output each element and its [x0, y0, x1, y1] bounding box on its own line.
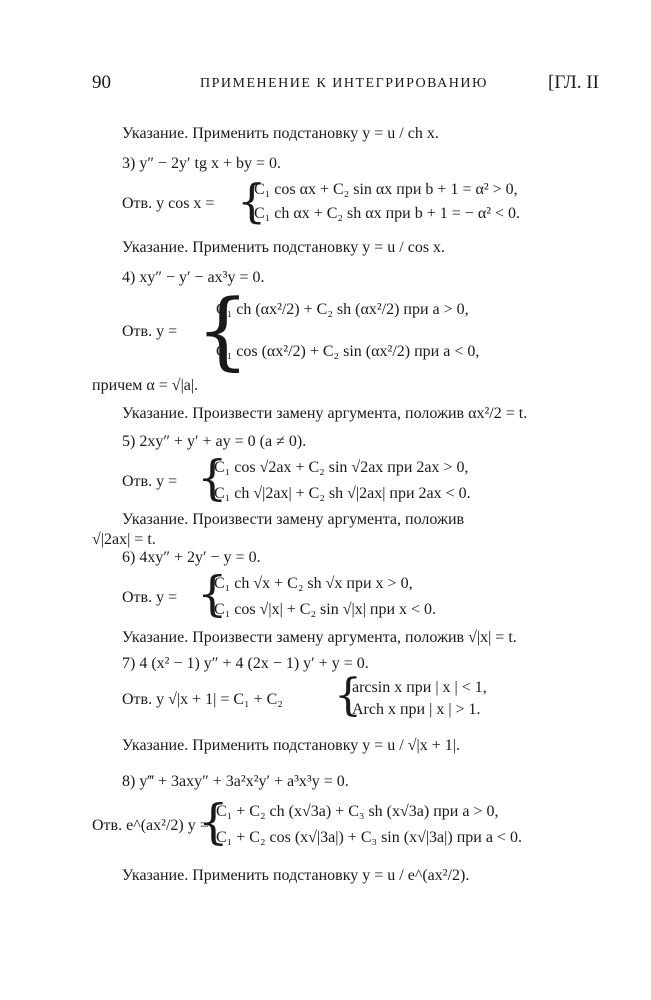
answer-6-label: Отв. y = [122, 589, 178, 606]
answer-3-case-1: C₁ cos αx + C₂ sin αx при b + 1 = α² > 0, [254, 181, 518, 198]
answer-3-label: Отв. y cos x = [122, 195, 215, 212]
chapter-label: [ГЛ. II [548, 72, 599, 93]
hint-line-3: Указание. Применить подстановку y = u / cos x. [122, 239, 446, 256]
answer-7-label: Отв. y √|x + 1| = C₁ + C₂ [122, 691, 283, 708]
answer-5-case-1: C₁ cos √2ax + C₂ sin √2ax при 2ax > 0, [214, 459, 469, 476]
equation-4: 4) xy″ − y′ − ax³y = 0. [122, 269, 265, 286]
condition-line: причем α = √|a|. [92, 377, 199, 394]
equation-7: 7) 4 (x² − 1) y″ + 4 (2x − 1) y′ + y = 0. [122, 655, 369, 672]
answer-5-label: Отв. y = [122, 473, 178, 490]
hint-line-6: Указание. Произвести замену аргумента, положив √|x| = t. [122, 629, 517, 646]
answer-8-case-1: C₁ + C₂ ch (x√3a) + C₃ sh (x√3a) при a > 0, [216, 803, 499, 820]
equation-6: 6) 4xy″ + 2y′ − y = 0. [122, 549, 261, 566]
answer-4-case-2: C₁ cos (αx²/2) + C₂ sin (αx²/2) при a < 0, [216, 343, 480, 360]
hint-line-5a: Указание. Произвести замену аргумента, положив [122, 511, 465, 528]
answer-8-label: Отв. e^(ax²/2) y = [92, 817, 209, 834]
hint-line-4: Указание. Произвести замену аргумента, положив αx²/2 = t. [122, 405, 528, 422]
hint-line-1: Указание. Применить подстановку y = u / ch x. [122, 125, 439, 142]
equation-5: 5) 2xy″ + y′ + ay = 0 (a ≠ 0). [122, 433, 307, 450]
page-number: 90 [92, 72, 111, 93]
answer-4-case-1: C₁ ch (αx²/2) + C₂ sh (αx²/2) при a > 0, [216, 301, 469, 318]
answer-6-case-2: C₁ cos √|x| + C₂ sin √|x| при x < 0. [214, 601, 437, 618]
answer-6-case-1: C₁ ch √x + C₂ sh √x при x > 0, [214, 575, 413, 592]
answer-7-case-2: Arch x при | x | > 1. [352, 701, 481, 718]
equation-3: 3) y″ − 2y′ tg x + by = 0. [122, 155, 282, 172]
hint-line-5b: √|2ax| = t. [92, 531, 156, 548]
hint-line-8: Указание. Применить подстановку y = u / e^(ax²/2). [122, 867, 470, 884]
brace-3: { [237, 174, 267, 228]
answer-7-case-1: arcsin x при | x | < 1, [352, 679, 487, 696]
running-title: ПРИМЕНЕНИЕ К ИНТЕГРИРОВАНИЮ [200, 76, 488, 91]
hint-line-7: Указание. Применить подстановку y = u / √|x + 1|. [122, 737, 460, 754]
answer-4-label: Отв. y = [122, 323, 178, 340]
answer-5-case-2: C₁ ch √|2ax| + C₂ sh √|2ax| при 2ax < 0. [214, 485, 471, 502]
equation-8: 8) y‴ + 3axy″ + 3a²x²y′ + a³x³y = 0. [122, 773, 349, 790]
answer-8-case-2: C₁ + C₂ cos (x√|3a|) + C₃ sin (x√|3a|) при a < 0. [216, 829, 522, 846]
brace-7: { [334, 670, 362, 721]
answer-3-case-2: C₁ ch αx + C₂ sh αx при b + 1 = − α² < 0. [254, 205, 521, 222]
brace-8: { [198, 794, 229, 850]
brace-5: { [197, 450, 228, 506]
brace-6: { [197, 566, 228, 622]
brace-4: { [196, 281, 250, 379]
